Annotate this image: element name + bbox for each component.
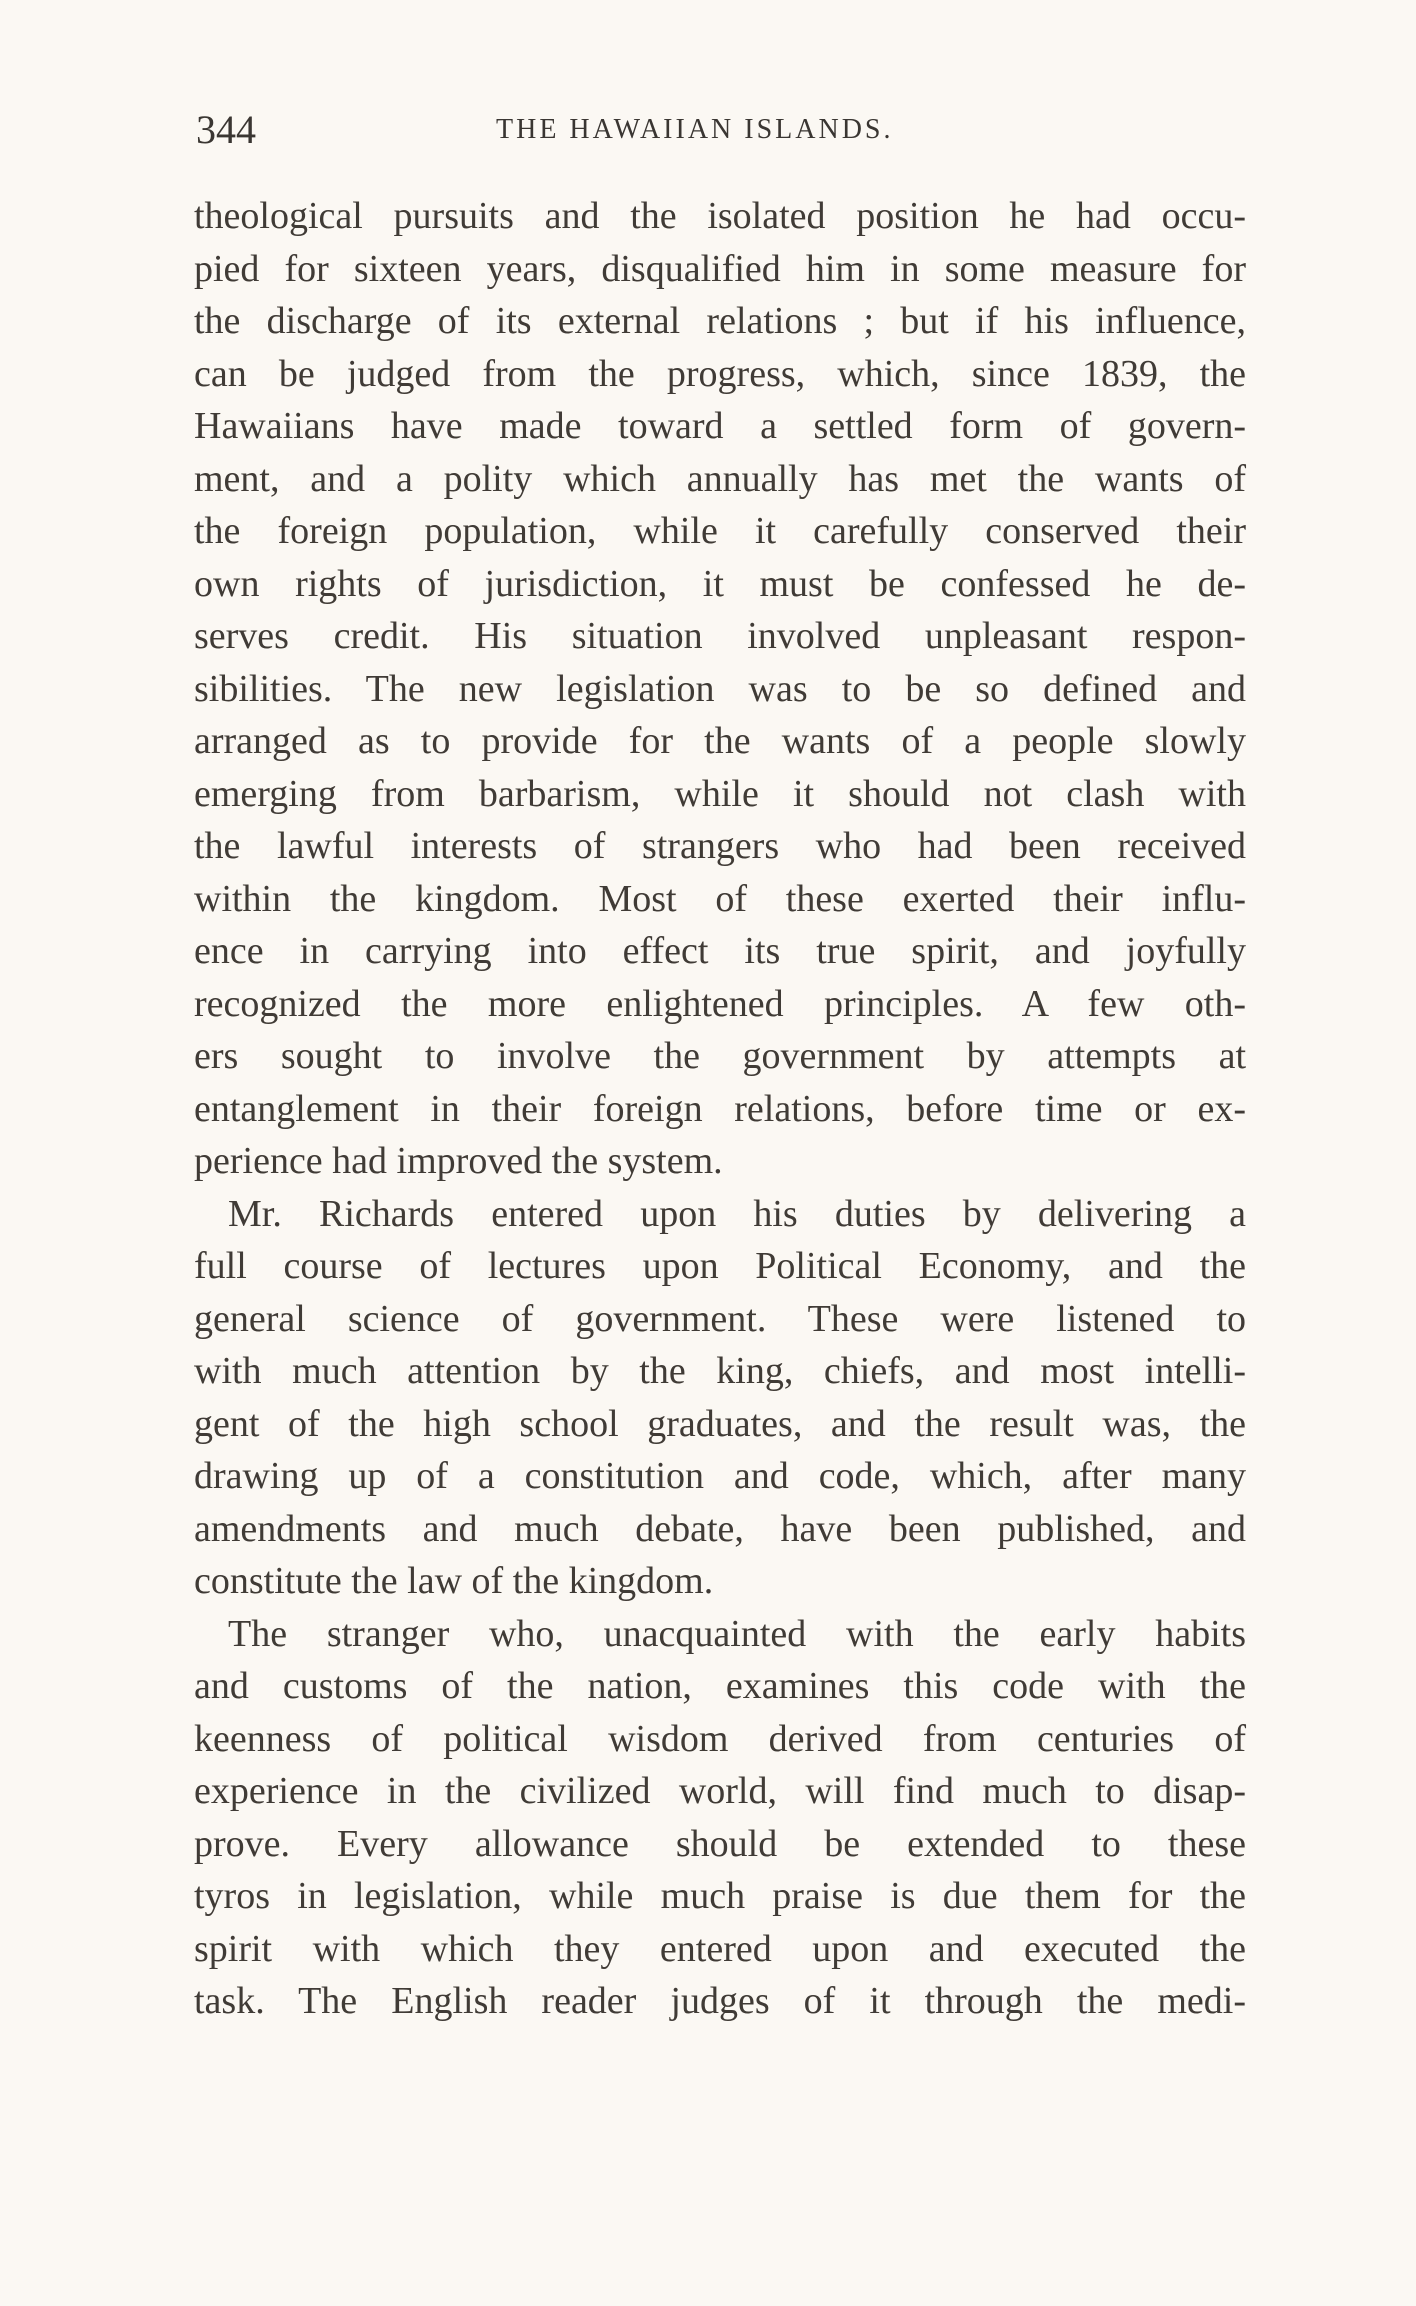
text-line: emerging from barbarism, while it should not clash with	[194, 772, 1246, 815]
text-line: own rights of jurisdiction, it must be confessed he de-	[194, 562, 1246, 605]
text-line: perience had improved the system.	[194, 1140, 723, 1182]
text-line: Hawaiians have made toward a settled form of govern-	[194, 405, 1246, 447]
text-line: theological pursuits and the isolated position he had occu-	[194, 195, 1246, 237]
text-line: general science of government. These were listened to	[194, 1297, 1246, 1340]
text-line: ers sought to involve the government by attempts at	[194, 1035, 1246, 1077]
text-line: constitute the law of the kingdom.	[194, 1560, 714, 1602]
text-line: entanglement in their foreign relations, before time or ex-	[194, 1087, 1246, 1130]
text-line: sibilities. The new legislation was to be so defined and	[194, 667, 1246, 710]
text-line: full course of lectures upon Political Economy, and the	[194, 1245, 1246, 1287]
text-line: arranged as to provide for the wants of a people slowly	[194, 720, 1246, 762]
text-line: recognized the more enlightened principles. A few oth-	[194, 982, 1246, 1025]
text-line: gent of the high school graduates, and the result was, the	[194, 1402, 1246, 1445]
text-line: the foreign population, while it carefully conserved their	[194, 510, 1246, 552]
text-line: task. The English reader judges of it through the medi-	[194, 1980, 1246, 2022]
text-line: Mr. Richards entered upon his duties by delivering a	[228, 1192, 1246, 1235]
text-line: keenness of political wisdom derived from centuries of	[194, 1717, 1246, 1760]
text-line: ment, and a polity which annually has met the wants of	[194, 457, 1246, 500]
text-line: drawing up of a constitution and code, which, after many	[194, 1455, 1246, 1497]
page-number: 344	[196, 107, 256, 152]
text-line: amendments and much debate, have been published, and	[194, 1507, 1246, 1550]
text-line: the discharge of its external relations ; but if his influence,	[194, 300, 1246, 342]
text-line: tyros in legislation, while much praise is due them for the	[194, 1875, 1246, 1917]
text-line: spirit with which they entered upon and executed the	[194, 1927, 1246, 1970]
running-title: THE HAWAIIAN ISLANDS.	[496, 114, 894, 145]
text-line: prove. Every allowance should be extended to these	[194, 1822, 1246, 1865]
text-line: pied for sixteen years, disqualified him in some measure for	[194, 247, 1246, 290]
text-line: serves credit. His situation involved unpleasant respon-	[194, 615, 1246, 657]
text-line: the lawful interests of strangers who had been received	[194, 825, 1246, 867]
text-line: with much attention by the king, chiefs, and most intelli-	[194, 1350, 1246, 1392]
text-line: and customs of the nation, examines this code with the	[194, 1665, 1246, 1707]
body-text	[194, 190, 1246, 2028]
page-header	[196, 106, 1246, 166]
text-line: experience in the civilized world, will find much to disap-	[194, 1770, 1246, 1812]
text-line: ence in carrying into effect its true spirit, and joyfully	[194, 930, 1246, 972]
text-line: can be judged from the progress, which, since 1839, the	[194, 352, 1246, 395]
text-line: The stranger who, unacquainted with the early habits	[228, 1612, 1246, 1655]
text-line: within the kingdom. Most of these exerted their influ-	[194, 877, 1246, 920]
